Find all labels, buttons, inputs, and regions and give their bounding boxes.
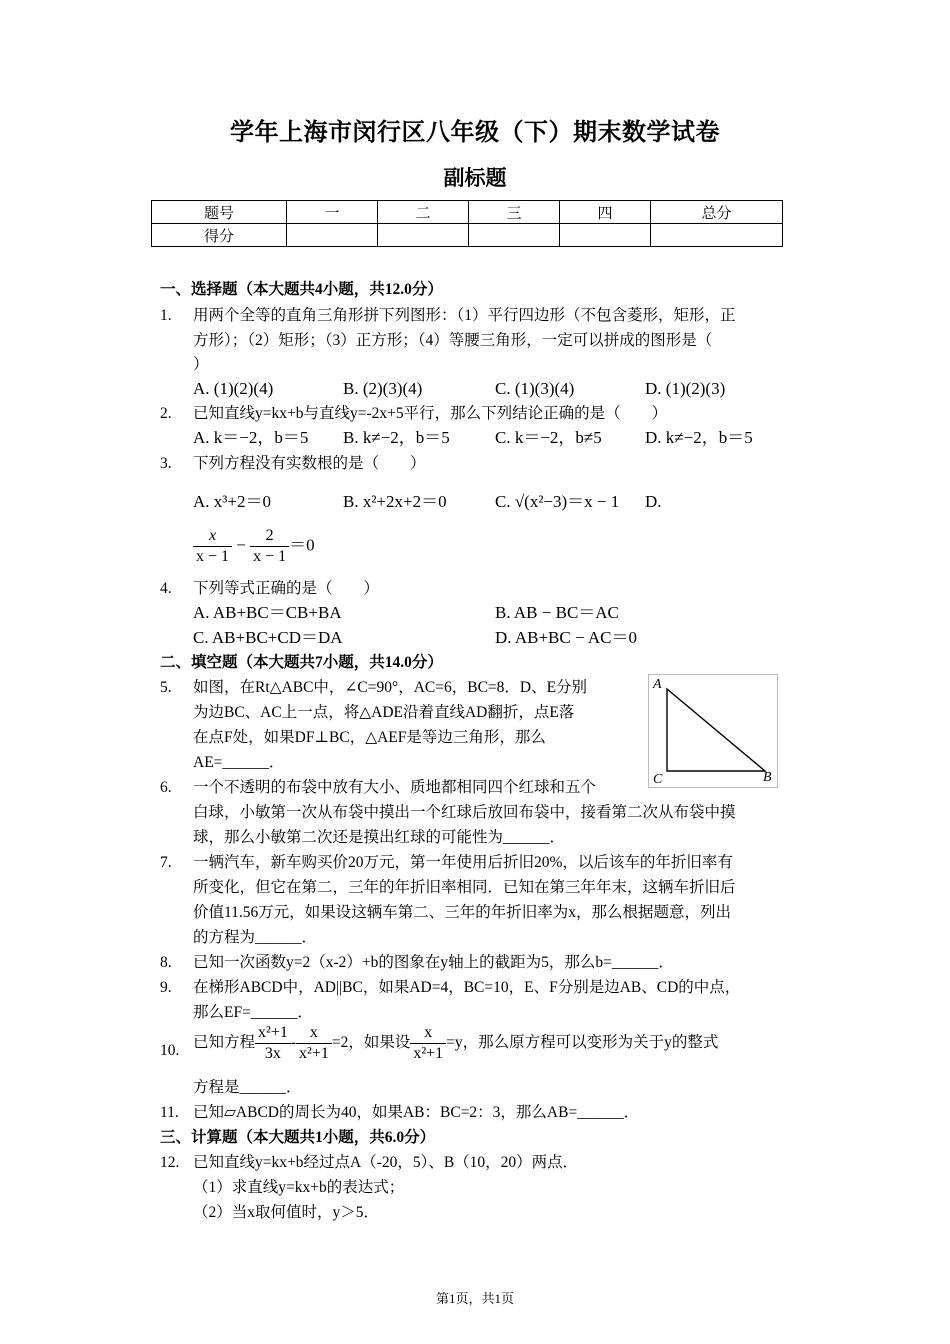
question-text: （1）求直线y=kx+b的表达式； (193, 1179, 405, 1196)
question-text: 价值11.56万元，如果设这辆车第二、三年的年折旧率为x，那么根据题意，列出 (193, 904, 732, 921)
label-a: A (653, 677, 662, 692)
table-cell: 总分 (651, 201, 783, 224)
table-cell (378, 224, 469, 247)
option-d: D. (1)(2)(3) (645, 379, 726, 398)
option-c: C. k＝−2，b≠5 (495, 428, 602, 447)
table-cell: 四 (560, 201, 651, 224)
table-cell (651, 224, 783, 247)
question-number: 12. (160, 1154, 180, 1171)
score-table (151, 200, 783, 247)
fraction: $\frac{x}{\text{x²+1}}$ (296, 1023, 332, 1064)
question-text: 白球，小敏第一次从布袋中摸出一个红球后放回布袋中，接看第二次从布袋中摸 (193, 804, 736, 821)
question-text: 如图，在Rt△ABC中，∠C=90°，AC=6，BC=8．D、E分别 (193, 679, 588, 696)
section-heading-2: 二、填空题（本大题共7小题，共14.0分） (160, 654, 443, 671)
option-d-formula: $\frac{x}{x - 1}$ − $\frac{2}{x - 1}$ ＝0 (193, 526, 315, 567)
question-text: 方程是______． (193, 1079, 302, 1096)
page-footer: 第1页，共1页 (435, 1291, 514, 1306)
question-text: 一个不透明的布袋中放有大小、质地都相同四个红球和五个 (193, 779, 597, 796)
question-number: 4. (160, 580, 172, 597)
option-d: D. (645, 492, 662, 511)
question-text: 那么EF=______． (193, 1004, 313, 1021)
option-a: A. AB+BC＝CB+BA (193, 603, 342, 622)
question-text: 一辆汽车，新车购买价20万元，第一年使用后折旧20%，以后该车的年折旧率有 (193, 854, 733, 871)
table-row (152, 224, 783, 247)
question-text: 下列方程没有实数根的是（ ） (193, 455, 426, 472)
section-heading-3: 三、计算题（本大题共1小题，共6.0分） (160, 1129, 436, 1146)
question-number: 6. (160, 779, 172, 796)
question-number: 3. (160, 455, 172, 472)
section-heading-1: 一、选择题（本大题共4小题，共12.0分） (160, 281, 443, 298)
question-text: 下列等式正确的是（ ） (193, 580, 380, 597)
option-b: B. k≠−2，b＝5 (343, 428, 450, 447)
question-text: 已知方程 $\frac{\text{x²+1}}{3x}$ - $\frac{x}{\text{x²+1}}$ =2，如果设 $\frac{x}{\text{x²+1}}$ =y，那么原方程可以变形为关于y的整式 (193, 1023, 719, 1062)
table-cell (560, 224, 651, 247)
question-text: 方形）；（2）矩形；（3）正方形；（4）等腰三角形，一定可以拼成的图形是（ (193, 332, 713, 349)
question-text: 已知直线y=kx+b经过点A（-20，5）、B（10，20）两点． (193, 1154, 579, 1171)
table-cell: 三 (469, 201, 560, 224)
question-text: 已知直线y=kx+b与直线y=-2x+5平行，那么下列结论正确的是（ ） (193, 405, 668, 422)
table-cell: 一 (287, 201, 378, 224)
fraction: $\frac{x}{\text{x²+1}}$ (410, 1023, 446, 1064)
table-cell: 二 (378, 201, 469, 224)
question-text: 在梯形ABCD中，AD||BC，如果AD=4，BC=10，E、F分别是边AB、CD的中点， (193, 979, 741, 996)
option-d: D. k≠−2，b＝5 (645, 428, 753, 447)
question-text: 球，那么小敏第二次还是摸出红球的可能性为______． (193, 829, 566, 846)
question-text: （2）当x取何值时，y＞5． (193, 1204, 380, 1221)
option-c: C. √(x²−3)＝x − 1 (495, 492, 620, 511)
table-cell: 得分 (152, 224, 287, 247)
question-text: 的方程为______． (193, 929, 318, 946)
option-b: B. x²+2x+2＝0 (343, 492, 447, 511)
label-c: C (653, 772, 663, 787)
triangle-abc (667, 689, 765, 771)
question-number: 2. (160, 405, 172, 422)
triangle-diagram (649, 675, 777, 787)
question-number: 11. (160, 1104, 179, 1121)
question-number: 5. (160, 679, 172, 696)
question-text: 已知一次函数y=2（x-2）+b的图象在y轴上的截距为5，那么b=______． (193, 954, 674, 971)
question-number: 10. (160, 1042, 180, 1059)
question-text: 用两个全等的直角三角形拼下列图形：（1）平行四边形（不包含菱形，矩形，正 (193, 307, 736, 324)
option-a: A. (1)(2)(4) (193, 379, 274, 398)
fraction: $\frac{\text{x²+1}}{3x}$ (255, 1023, 291, 1064)
option-a: A. x³+2＝0 (193, 492, 271, 511)
fraction: $\frac{2}{x - 1}$ (250, 526, 289, 567)
option-d: D. AB+BC − AC＝0 (495, 628, 637, 647)
question-text: ） (193, 356, 209, 373)
label-b: B (763, 770, 772, 785)
table-cell: 题号 (152, 201, 287, 224)
option-c: C. AB+BC+CD＝DA (193, 628, 343, 647)
option-c: C. (1)(3)(4) (495, 379, 575, 398)
question-text: 所变化，但它在第二，三年的年折旧率相同．已知在第三年年末，这辆车折旧后 (193, 879, 736, 896)
page-subtitle: 副标题 (443, 166, 507, 190)
question-number: 7. (160, 854, 172, 871)
question-number: 9. (160, 979, 172, 996)
table-cell (469, 224, 560, 247)
option-b: B. (2)(3)(4) (343, 379, 423, 398)
question-number: 1. (160, 307, 172, 324)
question-text: AE=______． (193, 754, 285, 771)
option-b: B. AB − BC＝AC (495, 603, 619, 622)
triangle-figure (648, 674, 778, 788)
page-title: 学年上海市闵行区八年级（下）期末数学试卷 (230, 120, 720, 146)
table-cell (287, 224, 378, 247)
option-a: A. k＝−2，b＝5 (193, 428, 309, 447)
table-row (152, 201, 783, 224)
question-text: 为边BC、AC上一点，将△ADE沿着直线AD翻折，点E落 (193, 704, 575, 721)
question-number: 8. (160, 954, 172, 971)
fraction: $\frac{x}{x - 1}$ (193, 526, 232, 567)
question-text: 在点F处，如果DF⊥BC，△AEF是等边三角形，那么 (193, 729, 546, 746)
question-text: 已知▱ABCD的周长为40，如果AB：BC=2：3，那么AB=______． (193, 1104, 640, 1121)
